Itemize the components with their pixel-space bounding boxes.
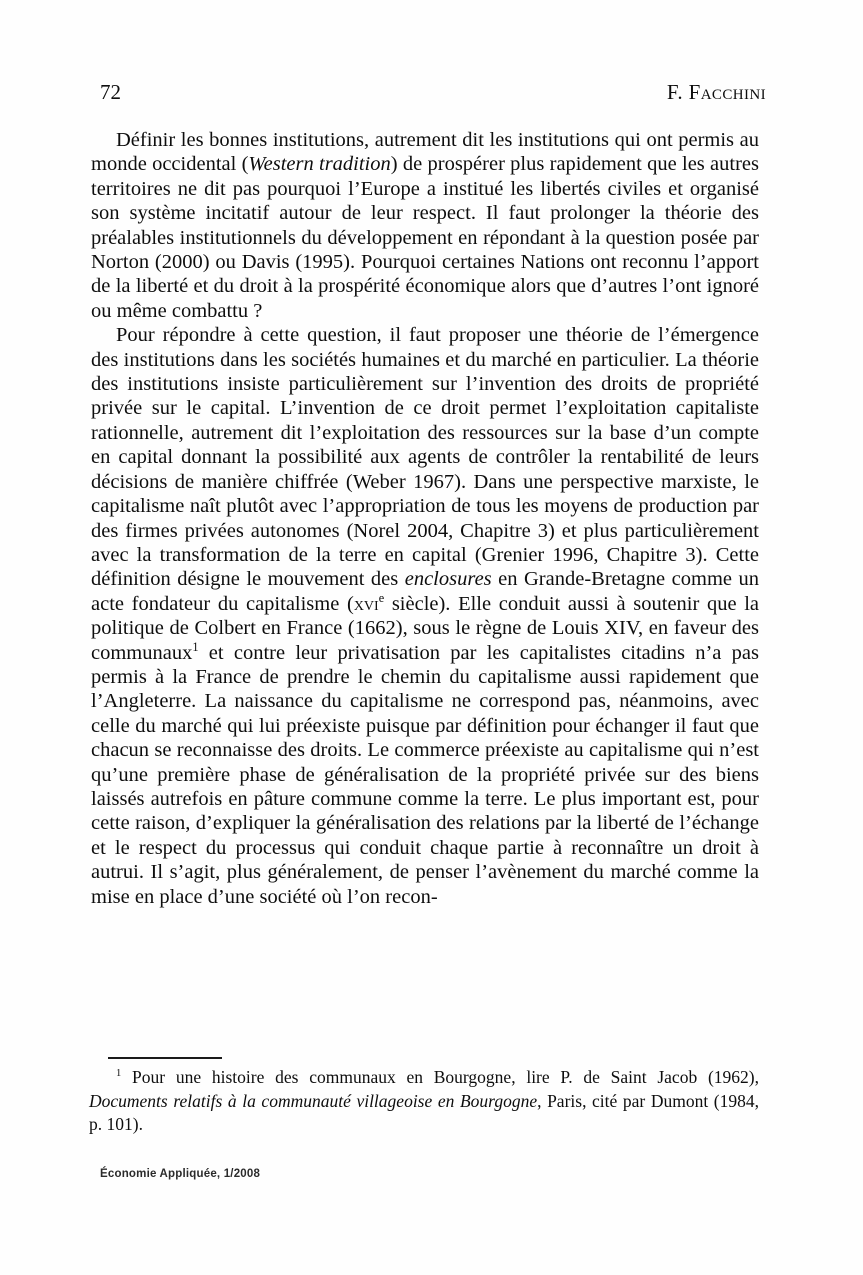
footnote bbox=[89, 1066, 759, 1137]
footnote-reference: 1 bbox=[116, 1068, 122, 1080]
footnote-reference: 1 bbox=[192, 639, 199, 654]
footnote-separator bbox=[108, 1057, 222, 1059]
italic-text: Western tradition bbox=[248, 153, 391, 176]
article-body bbox=[91, 128, 759, 909]
page-header bbox=[100, 80, 766, 105]
text-segment: Définir les bonnes institutions, autrement dit les institutions qui ont permis au monde occidental ( bbox=[91, 129, 759, 176]
text-segment: Pour une histoire des communaux en Bourgogne, lire P. de Saint Jacob (1962), bbox=[121, 1067, 759, 1087]
text-segment: , Paris, cité par Dumont (1984, p. 101). bbox=[89, 1090, 760, 1135]
text-segment: Pour répondre à cette question, il faut proposer une théorie de l’émergence des institutions dans les sociétés humaines et du marché en particulier. La théorie des institutions insiste particulièrement sur l’invention des droits de propriété privée sur le capital. L’invention de ce droit permet l’exploitation capitaliste rationnelle, autrement dit l’exploitation des ressources sur la base d’un compte en capital donnant la possibilité aux agents de contrôler la rentabilité de leurs décisions de manière chiffrée (Weber 1967). Dans une perspective marxiste, le capitalisme naît plutôt avec l’appropriation de tous les moyens de production par des firmes privées autonomes (Norel 2004, Chapitre 3) et plus particulièrement avec la transformation de la terre en capital (Grenier 1996, Chapitre 3). Cette définition désigne le mouvement des bbox=[91, 324, 759, 591]
journal-name: Économie Appliquée, 1/2008 bbox=[100, 1168, 261, 1180]
text-segment: et contre leur privatisation par les capitalistes citadins n’a pas permis à la France de prendre le chemin du capitalisme aussi rapidement que l’Angleterre. La naissance du capitalisme ne correspond pas, néanmoins, avec celle du marché qui lui préexiste puisque par définition pour échanger il faut que chacun se reconnaisse des droits. Le commerce préexiste au capitalisme qui n’est qu’une première phase de généralisation de la propriété privée sur des biens laissés autrefois en pâture commune comme la terre. Le plus important est, pour cette raison, d’expliquer la généralisation des relations par la liberté de l’échange et le respect du processus qui conduit chaque partie à reconnaître un droit à autrui. Il s’agit, plus généralement, de penser l’avènement du marché comme la mise en place d’une société où l’on recon- bbox=[91, 641, 759, 908]
footnote-text bbox=[89, 1066, 759, 1137]
superscript-text: e bbox=[378, 590, 385, 605]
text-segment: ) de prospérer plus rapidement que les autres territoires ne dit pas pourquoi l’Europe a institué les libertés civiles et organisé son système incitatif autour de leur respect. Il faut prolonger la théorie des préalables institutionnels du développement en répondant à la question posée par Norton (2000) ou Davis (1995). Pourquoi certaines Nations ont reconnu l’apport de la liberté et du droit à la prospérité économique alors que d’autres l’ont ignoré ou même combattu ? bbox=[91, 153, 759, 322]
journal-footer bbox=[100, 1168, 260, 1180]
paragraph bbox=[91, 128, 759, 323]
text-segment: siècle). Elle conduit aussi à soutenir que la politique de Colbert en France (1662), sous le règne de Louis XIV, en faveur des communaux bbox=[91, 592, 760, 664]
text-segment: en Grande-Bretagne comme un acte fondateur du capitalisme ( bbox=[91, 568, 759, 615]
smallcaps-text: xvi bbox=[353, 592, 379, 615]
page-number: 72 bbox=[100, 80, 121, 104]
italic-text: Documents relatifs à la communauté villageoise en Bourgogne bbox=[89, 1090, 538, 1111]
italic-text: enclosures bbox=[404, 568, 492, 591]
paragraph bbox=[91, 323, 759, 909]
running-head-author: F. Facchini bbox=[666, 80, 766, 104]
